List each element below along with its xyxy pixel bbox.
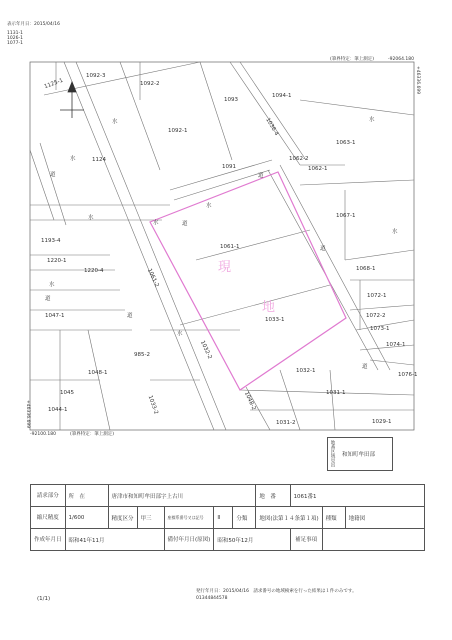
parcel-label: 1061-1	[220, 244, 240, 250]
parcel-label: 1045	[60, 390, 74, 396]
sheet-value: 地図(法第１４条第１項)	[256, 507, 322, 529]
parcel-label: 1062-2	[289, 156, 309, 162]
label-cell: 所 在	[65, 485, 108, 507]
location-value: 唐津市和知町牟田部字上古川	[108, 485, 256, 507]
label-cell: 地 番	[256, 485, 290, 507]
header-cell: 縮尺精度	[31, 507, 66, 529]
road-label: 道	[362, 364, 368, 370]
label-cell: 精度区分	[108, 507, 137, 529]
parcel-label: 1076-1	[398, 372, 418, 378]
area-title: 地番区域見出	[330, 440, 335, 467]
parcel-label: 1125-1	[43, 77, 64, 91]
parcel-label: 1036-4	[264, 117, 280, 137]
legend-item: 1026-1	[7, 36, 23, 41]
road-line	[64, 62, 214, 430]
reg-value: 昭和50年12月	[214, 529, 290, 551]
label-cell: 分類	[233, 507, 256, 529]
footer-line: 発行年月日：2015/04/16 請求番号の地域検索を行った結果は１件のみです。	[196, 589, 357, 594]
parcel-label: 1031-1	[326, 390, 346, 396]
parcel-label: 1033-2	[146, 394, 159, 416]
water-label: 水	[70, 156, 76, 162]
parcel-label: 1091	[222, 164, 236, 170]
parcel-label: 1193-4	[41, 238, 61, 244]
parcel-label: 1220-4	[84, 268, 104, 274]
label-cell: 種類	[322, 507, 345, 529]
parcel-label: 1044-1	[48, 407, 68, 413]
made-value: 昭和41年11月	[65, 529, 164, 551]
area-value: 和知町牟田部	[342, 452, 376, 458]
chiban-value: 1061番1	[290, 485, 424, 507]
legend-item: 1131-1	[7, 31, 23, 36]
parcel-label: 985-2	[134, 352, 150, 358]
road-label: 道	[320, 246, 326, 252]
water-label: 水	[88, 215, 94, 221]
type-value: 地籍図	[345, 507, 424, 529]
legend-item: 1077-1	[7, 41, 23, 46]
parcel-label: 1032-2	[198, 339, 213, 361]
parcel-label: 1067-1	[336, 213, 356, 219]
parcel-label: 1072-1	[367, 293, 387, 299]
header-cell: 補足事項	[290, 529, 322, 551]
parcel-label: 1048-2	[242, 390, 257, 412]
label-cell: 座標系番号又は記号	[164, 507, 214, 529]
parcel-label: 1094-1	[272, 93, 292, 99]
print-date: 表示年月日：2015/04/16	[7, 22, 60, 27]
footer-line: 01344844578	[196, 596, 228, 601]
parcel-label: 1092-3	[86, 73, 106, 79]
water-label: 水	[177, 331, 183, 337]
water-label: 水	[112, 119, 118, 125]
scale-value: 1/600	[65, 507, 108, 529]
coord-right: +46336.699	[415, 66, 420, 95]
parcel-label: 1032-1	[296, 368, 316, 374]
road-label: 道	[50, 172, 56, 178]
page-number: (1/1)	[37, 596, 51, 602]
parcel-label: 1029-1	[372, 419, 392, 425]
road-label: 道	[182, 221, 188, 227]
road-label: 道	[45, 296, 51, 302]
parcel-label: 1220-1	[47, 258, 67, 264]
water-label: 水	[369, 117, 375, 123]
parcel-label: 1047-1	[45, 313, 65, 319]
coord-value: Ⅱ	[214, 507, 233, 529]
road-label: 道	[258, 173, 264, 179]
parcel-label: 1031-2	[276, 420, 296, 426]
parcel-label: 1124	[92, 157, 106, 163]
coord-left: +46336.699	[25, 400, 30, 429]
parcel-label: 1092-2	[140, 81, 160, 87]
area-heading-box	[327, 437, 393, 471]
parcel-label: 1061-2	[145, 267, 160, 289]
parcel-label: 1074-1	[386, 342, 406, 348]
parcel-label: 1062-1	[308, 166, 328, 172]
parcel-label: 1063-1	[336, 140, 356, 146]
red-stamp: 地	[262, 300, 276, 315]
parcel-label: 1092-1	[168, 128, 188, 134]
parcel-label: 1073-1	[370, 326, 390, 332]
parcel-label: 1048-1	[88, 370, 108, 376]
water-label: 水	[206, 203, 212, 209]
map-note-top: (筆界特定：筆上測定)	[330, 57, 375, 62]
header-cell: 備付年月日(原図)	[164, 529, 214, 551]
coord-bottom-left: -92100.180	[30, 432, 56, 437]
accuracy-value: 甲三	[137, 507, 164, 529]
header-cell: 請求部分	[31, 485, 66, 507]
parcel-label: 1033-1	[265, 317, 285, 323]
header-cell: 作成年月日	[31, 529, 66, 551]
water-label: 水	[392, 229, 398, 235]
road-label: 道	[127, 313, 133, 319]
red-stamp: 現	[218, 260, 232, 275]
parcel-label: 1068-1	[356, 266, 376, 272]
parcel-label: 1072-2	[366, 313, 386, 319]
parcel-label: 1093	[224, 97, 238, 103]
info-table	[30, 484, 425, 551]
coord-top: -92064.180	[388, 57, 414, 62]
target-parcel	[150, 172, 346, 390]
water-label: 水	[49, 282, 55, 288]
note-value	[322, 529, 424, 551]
map-note-bottom: (筆界特定：筆上測定)	[70, 432, 115, 437]
water-label: 水	[153, 220, 159, 226]
